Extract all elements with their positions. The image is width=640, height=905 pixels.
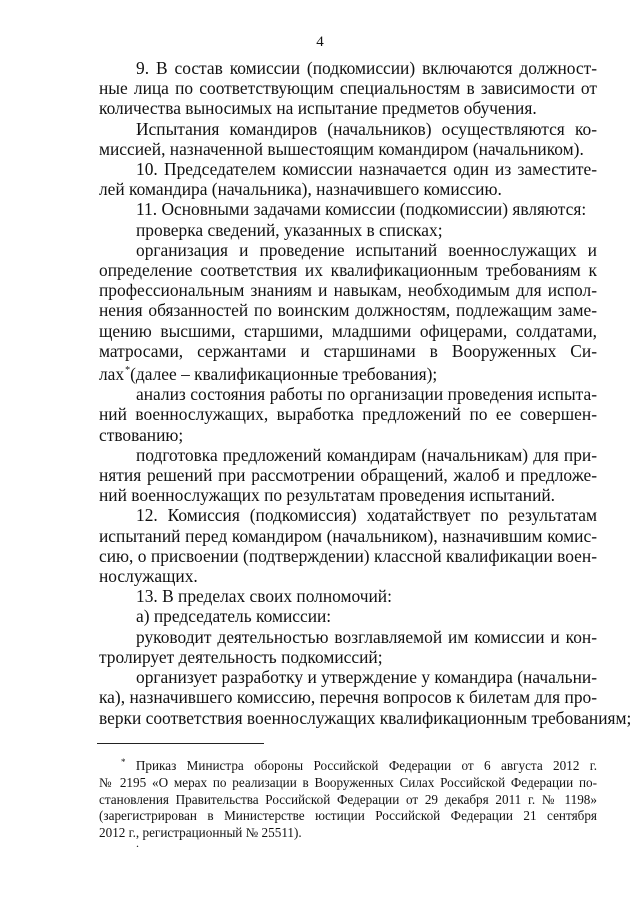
footnote-line — [99, 792, 597, 809]
text-line-content: организация и проведение испытаний военнослужащих и — [136, 239, 597, 260]
text-line-content: нения обязанностей по воинским должностям, подлежащим заме- — [99, 300, 597, 321]
text-line — [99, 179, 597, 199]
text-line-content: нятия решений при рассмотрении обращений, жалоб и предложе- — [99, 465, 597, 486]
text-line — [99, 707, 632, 728]
text-line — [99, 159, 597, 179]
text-line-content: 11. Основными задачами комиссии (подкомиссии) являются: — [136, 199, 587, 220]
footnote — [99, 754, 597, 842]
text-line — [99, 119, 597, 139]
text-line-content: щению высшими, старшими, младшими офицерами, солдатами, — [99, 320, 597, 341]
text-line-content: организует разработку и утверждение у командира (начальни- — [136, 667, 597, 688]
text-line-content: ные лица по соответствующим специальностям в зависимости от — [99, 78, 597, 99]
text-line — [99, 526, 597, 546]
text-line-content: Испытания командиров (начальников) осуществляются ко- — [136, 118, 597, 139]
text-line — [99, 321, 597, 341]
text-line — [99, 240, 597, 260]
page-number: 4 — [316, 34, 324, 50]
text-line-content: ний военнослужащих по результатам проведения испытаний. — [99, 485, 556, 506]
text-line — [99, 647, 597, 667]
footnote-line — [99, 754, 597, 775]
text-line-content: 10. Председателем комиссии назначается один из заместите- — [136, 159, 597, 180]
footnote-line-content: Приказ Министра обороны Российской Федерации от 6 августа 2012 г. — [135, 758, 598, 773]
footnote-line — [99, 775, 597, 792]
text-line — [99, 199, 597, 219]
text-line-content: 12. Комиссия (подкомиссия) ходатайствует по результатам — [136, 505, 597, 526]
text-line-content: ний военнослужащих, выработка предложений по ее совершен- — [99, 404, 597, 425]
text-line — [99, 98, 597, 118]
text-line — [99, 687, 597, 707]
text-line — [99, 566, 597, 586]
text-line — [99, 485, 597, 505]
text-line — [99, 280, 597, 300]
text-line-content: верки соответствия военнослужащих квалификационным требованиям; — [99, 707, 632, 728]
text-line — [99, 667, 597, 687]
text-line-content: количества выносимых на испытание предметов обучения. — [99, 98, 537, 119]
text-line — [99, 445, 597, 465]
text-line-continuation: (далее – квалификационные требования); — [130, 364, 438, 385]
text-line-content: руководит деятельностью возглавляемой им комиссии и кон- — [136, 626, 597, 647]
footnote-reference-mark: * — [125, 365, 131, 377]
text-line — [99, 505, 597, 525]
text-line-content: 9. В состав комиссии (подкомиссии) включаются должност- — [136, 58, 597, 78]
text-line — [99, 58, 597, 78]
text-line-content: лах — [99, 364, 125, 385]
text-line — [99, 546, 597, 566]
text-line — [99, 139, 597, 159]
text-line — [99, 606, 597, 626]
body-text — [99, 58, 632, 728]
text-line — [99, 404, 597, 424]
text-line-content: лей командира (начальника), назначившего комиссию. — [99, 179, 502, 200]
text-line — [99, 341, 597, 361]
text-line-content: анализ состояния работы по организации проведения испыта- — [136, 384, 597, 405]
text-line — [99, 465, 597, 485]
text-line-content: матросами, сержантами и старшинами в Вооруженных Си- — [99, 340, 597, 361]
footnote-line-content: 2012 г., регистрационный № 25511). — [99, 825, 302, 841]
text-line-content: 13. В пределах своих полномочий: — [136, 586, 392, 607]
text-line-content: проверка сведений, указанных в списках; — [136, 219, 443, 240]
text-line — [99, 627, 597, 647]
text-line — [99, 220, 597, 240]
text-line-content: тролирует деятельность подкомиссий; — [99, 646, 383, 667]
text-line-content: профессиональным знаниям и навыкам, необходимым для испол- — [99, 280, 597, 301]
text-line-content: нослужащих. — [99, 566, 198, 587]
text-line — [99, 260, 597, 280]
footnote-line — [99, 825, 597, 842]
text-line — [99, 586, 597, 606]
text-line-content: ствованию; — [99, 424, 184, 445]
footnote-line-content: (зарегистрирован в Министерстве юстиции Российской Федерации 21 сентября — [99, 808, 597, 824]
text-line-content: а) председатель комиссии: — [136, 606, 332, 627]
text-line-content: сию, о присвоении (подтверждении) классной квалификации воен- — [99, 545, 597, 566]
text-line — [99, 300, 597, 320]
footnote-divider — [97, 743, 264, 744]
text-line-content: подготовка предложений командирам (начальникам) для при- — [136, 444, 597, 465]
text-line-content: ка), назначившего комиссию, перечня вопросов к билетам для про- — [99, 687, 597, 708]
footnote-line-content: № 2195 «О мерах по реализации в Вооруженных Силах Российской Федерации по- — [99, 774, 597, 790]
text-line — [99, 425, 597, 445]
stray-mark: . — [136, 836, 139, 850]
footnote-line-content: становления Правительства Российской Федерации от 29 декабря 2011 г. № 1198» — [99, 791, 597, 807]
text-line — [99, 78, 597, 98]
text-line — [99, 384, 597, 404]
text-line-content: миссией, назначенной вышестоящим командиром (начальником). — [99, 138, 584, 159]
footnote-mark: * — [121, 757, 126, 767]
footnote-line — [99, 808, 597, 825]
text-line-content: испытаний перед командиром (начальником), назначившим комис- — [99, 525, 597, 546]
text-line — [99, 361, 597, 384]
text-line-content: определение соответствия их квалификационным требованиям к — [99, 260, 597, 281]
